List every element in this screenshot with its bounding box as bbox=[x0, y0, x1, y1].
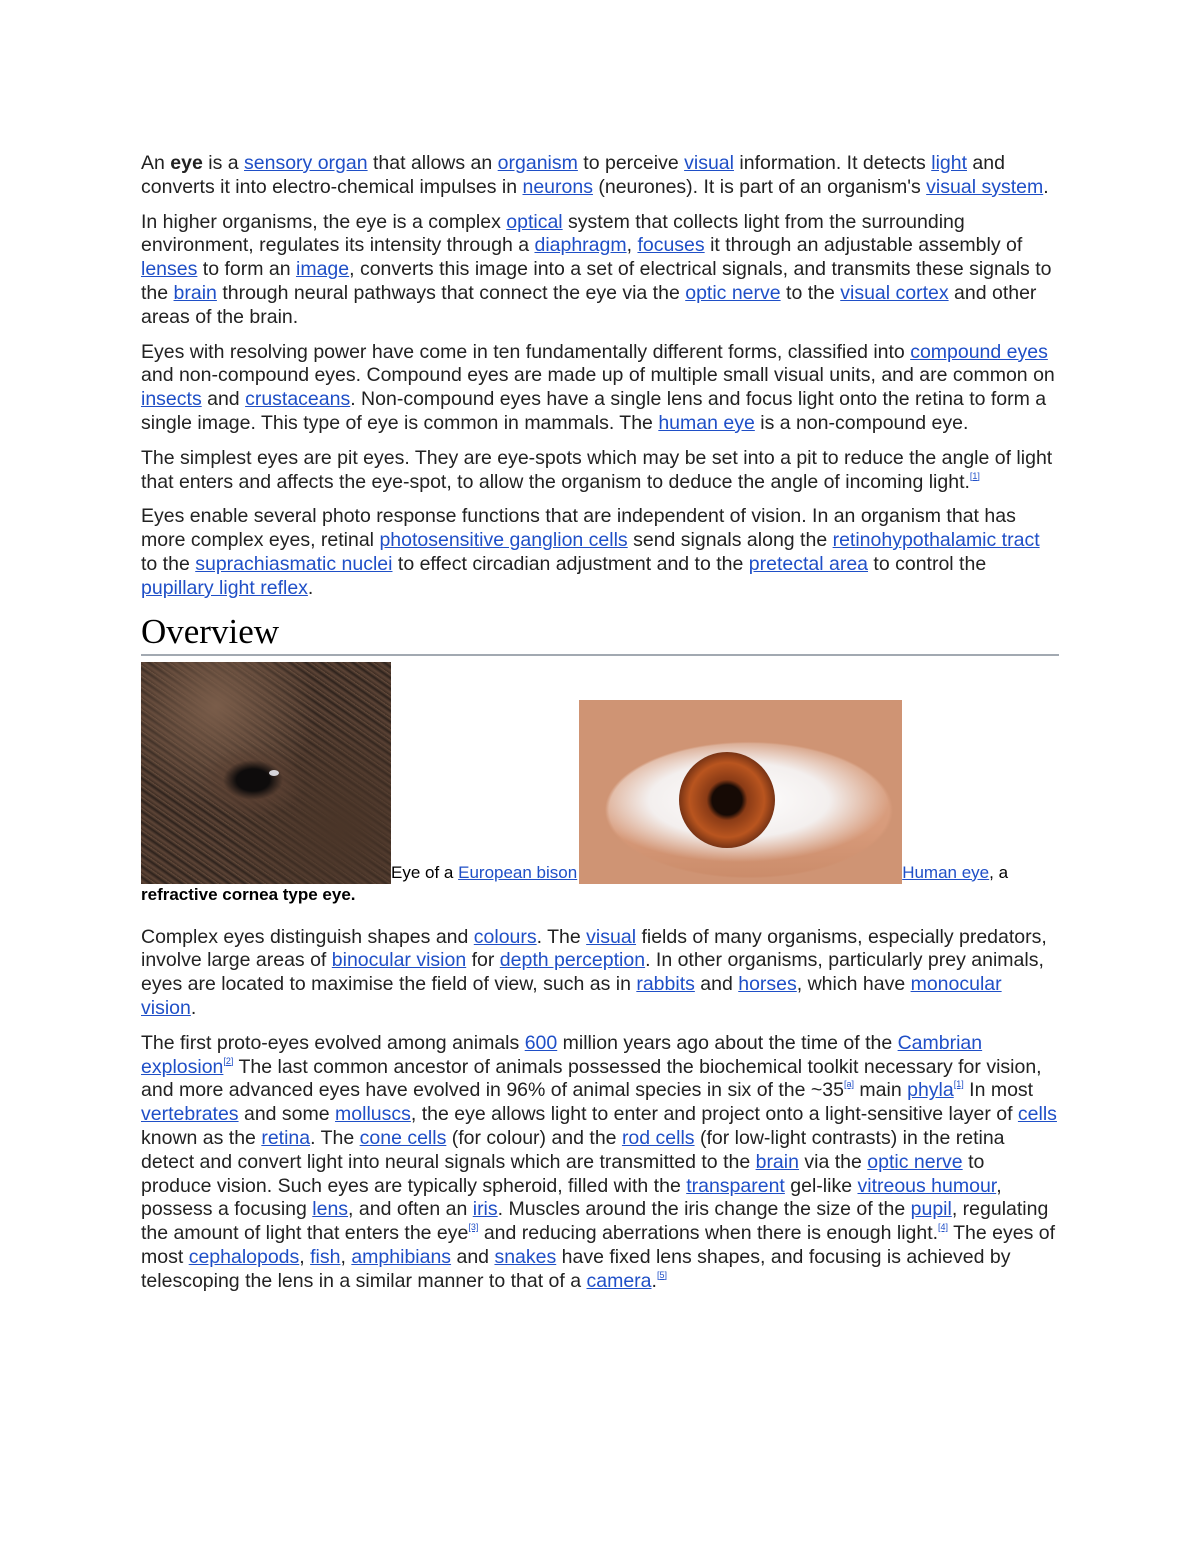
text: The simplest eyes are pit eyes. They are eye-spots which may be set into a pit to reduce the angle of light that enters and affects the eye-spot, to allow the organism to deduce the angle of incoming light. bbox=[141, 446, 1053, 493]
human-eye-caption bbox=[902, 863, 1008, 882]
text: and some bbox=[238, 1103, 336, 1126]
text: to the bbox=[141, 552, 196, 575]
link-vitreous-humour[interactable]: vitreous humour bbox=[857, 1174, 997, 1197]
text: send signals along the bbox=[627, 529, 833, 552]
link-cephalopods[interactable]: cephalopods bbox=[188, 1245, 300, 1268]
citation-ref[interactable]: [4] bbox=[938, 1222, 949, 1233]
citation-ref[interactable]: [2] bbox=[223, 1055, 234, 1066]
text: Complex eyes distinguish shapes and bbox=[141, 925, 474, 948]
human-eye-image[interactable] bbox=[579, 700, 902, 884]
link-neurons[interactable]: neurons bbox=[522, 175, 593, 198]
link-sensory-organ[interactable]: sensory organ bbox=[244, 152, 368, 174]
link-image[interactable]: image bbox=[296, 258, 350, 281]
text: it through an adjustable assembly of bbox=[704, 234, 1023, 257]
caption-continuation: refractive cornea type eye. bbox=[141, 884, 356, 904]
link-pupillary-light-reflex[interactable]: pupillary light reflex bbox=[141, 576, 308, 599]
link-amphibians[interactable]: amphibians bbox=[351, 1245, 452, 1268]
link-crustaceans[interactable]: crustaceans bbox=[245, 388, 351, 411]
text: (for colour) and the bbox=[446, 1126, 622, 1149]
link-european-bison[interactable]: European bison bbox=[458, 862, 578, 882]
text: . Non-compound eyes have a single lens and focus light onto the retina to form a single image. This type of eye is common in mammals. The bbox=[141, 388, 1047, 434]
link-pretectal-area[interactable]: pretectal area bbox=[748, 552, 869, 575]
link-pupil[interactable]: pupil bbox=[910, 1198, 952, 1221]
text: and converts it into electro-chemical impulses in bbox=[141, 152, 1005, 198]
text: , bbox=[340, 1245, 352, 1268]
note-ref[interactable]: [a] bbox=[843, 1079, 854, 1090]
text: , possess a focusing bbox=[141, 1174, 1002, 1221]
text: , converts this image into a set of electrical signals, and transmits these signals to the bbox=[141, 258, 1052, 304]
text: and other areas of the brain. bbox=[141, 281, 1037, 328]
text: . Muscles around the iris change the size of the bbox=[497, 1198, 911, 1221]
link-snakes[interactable]: snakes bbox=[494, 1245, 557, 1268]
text: , bbox=[626, 234, 638, 257]
link-horses[interactable]: horses bbox=[738, 973, 797, 996]
text: , and often an bbox=[348, 1198, 473, 1221]
text: and non-compound eyes. Compound eyes are made up of multiple small visual units, and are common on bbox=[141, 364, 1055, 387]
link-visual-cortex[interactable]: visual cortex bbox=[840, 281, 949, 304]
citation-ref[interactable]: [3] bbox=[468, 1222, 479, 1233]
text: In most bbox=[963, 1079, 1034, 1102]
text: , regulating the amount of light that enters the eye bbox=[141, 1198, 1049, 1245]
link-lens[interactable]: lens bbox=[312, 1198, 349, 1221]
link-cells[interactable]: cells bbox=[1017, 1103, 1057, 1126]
link-cambrian-explosion[interactable]: Cambrian explosion bbox=[141, 1031, 983, 1078]
citation-ref[interactable]: [1] bbox=[969, 470, 980, 481]
text: An bbox=[141, 152, 171, 174]
link-cone-cells[interactable]: cone cells bbox=[359, 1126, 447, 1149]
overview-paragraph-1 bbox=[141, 926, 1059, 1021]
text: to the bbox=[780, 281, 841, 304]
text: . bbox=[190, 996, 197, 1019]
link-molluscs[interactable]: molluscs bbox=[335, 1103, 411, 1126]
link-iris[interactable]: iris bbox=[472, 1198, 498, 1221]
figure-row bbox=[141, 662, 1059, 906]
link-optic-nerve[interactable]: optic nerve bbox=[867, 1150, 963, 1173]
link-brain[interactable]: brain bbox=[755, 1150, 799, 1173]
text: via the bbox=[798, 1150, 868, 1173]
article-body bbox=[141, 152, 1059, 1305]
link-retinohypothalamic-tract[interactable]: retinohypothalamic tract bbox=[832, 529, 1040, 552]
intro-paragraph-4 bbox=[141, 447, 1059, 495]
text: . bbox=[1043, 175, 1049, 198]
text: system that collects light from the surrounding environment, regulates its intensity through a bbox=[141, 210, 965, 257]
link-vertebrates[interactable]: vertebrates bbox=[141, 1103, 239, 1126]
link-retina[interactable]: retina bbox=[261, 1126, 311, 1149]
text: and bbox=[201, 388, 246, 411]
link-light[interactable]: light bbox=[931, 152, 968, 174]
link-camera[interactable]: camera bbox=[586, 1269, 652, 1292]
section-heading-overview: Overview bbox=[141, 612, 1059, 656]
link-diaphragm[interactable]: diaphragm bbox=[534, 234, 627, 257]
text: main bbox=[854, 1079, 908, 1102]
text: (neurones). It is part of an organism's bbox=[592, 175, 927, 198]
text: to control the bbox=[868, 552, 987, 575]
text: million years ago about the time of the bbox=[557, 1031, 898, 1054]
text: Eyes with resolving power have come in ten fundamentally different forms, classified into bbox=[141, 340, 911, 363]
intro-paragraph-1 bbox=[141, 152, 1059, 200]
eyelid-shape bbox=[579, 700, 902, 884]
link-binocular-vision[interactable]: binocular vision bbox=[331, 949, 467, 972]
link-human-eye[interactable]: human eye bbox=[658, 411, 755, 434]
link-visual-system[interactable]: visual system bbox=[926, 175, 1044, 198]
text: and bbox=[451, 1245, 495, 1268]
link-phyla[interactable]: phyla bbox=[907, 1079, 954, 1102]
link-visual[interactable]: visual bbox=[684, 152, 734, 174]
link-optical[interactable]: optical bbox=[506, 210, 563, 233]
link-rabbits[interactable]: rabbits bbox=[636, 973, 695, 996]
intro-paragraph-2 bbox=[141, 211, 1059, 330]
link-optic-nerve[interactable]: optic nerve bbox=[685, 281, 781, 304]
text: to produce vision. Such eyes are typically spheroid, filled with the bbox=[141, 1150, 985, 1197]
text: , which have bbox=[796, 973, 911, 996]
text: , the eye allows light to enter and project onto a light-sensitive layer of bbox=[410, 1103, 1018, 1126]
link-insects[interactable]: insects bbox=[141, 388, 202, 411]
link-photosensitive-ganglion-cells[interactable]: photosensitive ganglion cells bbox=[379, 529, 628, 552]
link-suprachiasmatic-nuclei[interactable]: suprachiasmatic nuclei bbox=[195, 552, 393, 575]
overview-paragraph-2 bbox=[141, 1032, 1059, 1294]
intro-paragraph-5 bbox=[141, 505, 1059, 600]
bison-caption bbox=[391, 863, 577, 882]
link-colours[interactable]: colours bbox=[473, 925, 537, 948]
text: to effect circadian adjustment and to the bbox=[392, 552, 749, 575]
link-compound-eyes[interactable]: compound eyes bbox=[910, 340, 1048, 363]
text: . The bbox=[310, 1126, 360, 1149]
link-600[interactable]: 600 bbox=[524, 1031, 558, 1054]
text: to perceive bbox=[577, 152, 685, 174]
text: and reducing aberrations when there is enough light. bbox=[478, 1222, 939, 1245]
text: The last common ancestor of animals possessed the biochemical toolkit necessary for vision, and more advanced eyes have evolved in 96% of animal species in six of the ~35 bbox=[141, 1055, 1042, 1102]
text: The eyes of most bbox=[141, 1222, 1056, 1268]
caption-text: , a bbox=[989, 862, 1009, 882]
link-transparent[interactable]: transparent bbox=[686, 1174, 785, 1197]
eye-glint bbox=[269, 770, 279, 776]
link-monocular-vision[interactable]: monocular vision bbox=[141, 973, 1002, 1019]
link-lenses[interactable]: lenses bbox=[141, 258, 198, 281]
text: The first proto-eyes evolved among animals bbox=[141, 1031, 525, 1054]
text: and bbox=[694, 973, 739, 996]
citation-ref[interactable]: [1] bbox=[953, 1079, 964, 1090]
text: have fixed lens shapes, and focusing is achieved by telescoping the lens in a similar manner to that of a bbox=[141, 1245, 1011, 1292]
text: that allows an bbox=[367, 152, 498, 174]
bison-eye-image[interactable] bbox=[141, 662, 391, 884]
text: known as the bbox=[141, 1126, 262, 1149]
text: gel-like bbox=[784, 1174, 858, 1197]
caption-text: Eye of a bbox=[391, 862, 459, 882]
text: fields of many organisms, especially predators, involve large areas of bbox=[141, 925, 1047, 972]
link-rod-cells[interactable]: rod cells bbox=[621, 1126, 695, 1149]
text: information. It detects bbox=[733, 152, 932, 174]
link-brain[interactable]: brain bbox=[173, 281, 217, 304]
text: In higher organisms, the eye is a complex bbox=[141, 210, 507, 233]
link-visual[interactable]: visual bbox=[586, 925, 637, 948]
text: (for low-light contrasts) in the retina detect and convert light into neural signals which are transmitted to the bbox=[141, 1126, 1005, 1173]
link-organism[interactable]: organism bbox=[497, 152, 578, 174]
intro-paragraph-3 bbox=[141, 341, 1059, 436]
link-human-eye-caption[interactable]: Human eye bbox=[902, 862, 990, 882]
text: is a bbox=[202, 152, 245, 174]
text: through neural pathways that connect the eye via the bbox=[216, 281, 686, 304]
link-depth-perception[interactable]: depth perception bbox=[499, 949, 646, 972]
bold-term: eye bbox=[170, 152, 203, 174]
text: . The bbox=[536, 925, 587, 948]
text: to form an bbox=[197, 258, 296, 281]
text: . bbox=[651, 1269, 657, 1292]
text: . In other organisms, particularly prey animals, eyes are located to maximise the field of view, such as in bbox=[141, 949, 1044, 996]
text: . bbox=[307, 576, 314, 599]
text: , bbox=[299, 1245, 311, 1268]
text: Eyes enable several photo response functions that are independent of vision. In an organism that has more complex eyes, retinal bbox=[141, 505, 1016, 552]
link-fish[interactable]: fish bbox=[310, 1245, 341, 1268]
link-focuses[interactable]: focuses bbox=[637, 234, 705, 257]
text: for bbox=[466, 949, 500, 972]
citation-ref[interactable]: [5] bbox=[656, 1269, 667, 1280]
text: is a non-compound eye. bbox=[754, 411, 969, 434]
